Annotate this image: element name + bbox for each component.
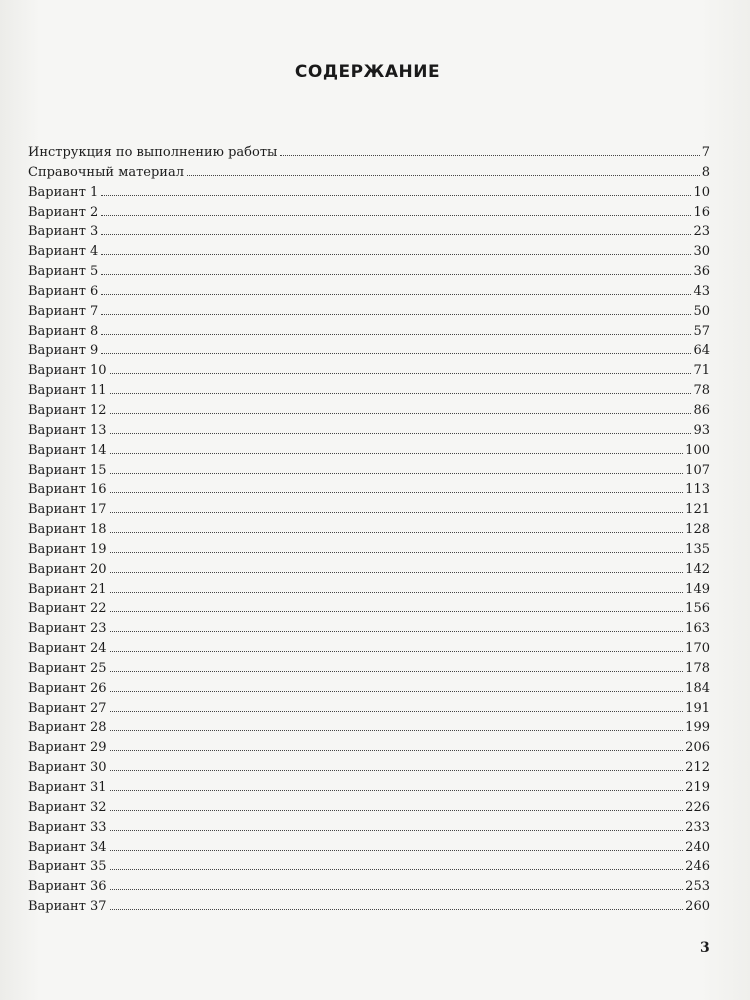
toc-dot-leader xyxy=(110,790,684,791)
toc-entry xyxy=(28,143,710,163)
toc-entry xyxy=(28,441,710,461)
toc-entry-label: Вариант 27 xyxy=(28,700,107,716)
toc-dot-leader xyxy=(110,651,684,652)
toc-entry xyxy=(28,480,710,500)
toc-entry-page: 135 xyxy=(685,541,710,557)
toc-dot-leader xyxy=(110,373,692,374)
toc-entry-label: Вариант 30 xyxy=(28,760,107,776)
toc-dot-leader xyxy=(280,155,699,156)
toc-dot-leader xyxy=(110,631,684,632)
toc-entry-label: Вариант 4 xyxy=(28,244,99,260)
toc-dot-leader xyxy=(110,889,684,890)
toc-entry xyxy=(28,679,710,699)
toc-dot-leader xyxy=(110,830,684,831)
toc-entry-label: Вариант 22 xyxy=(28,601,107,617)
toc-entry-page: 163 xyxy=(685,621,710,637)
toc-dot-leader xyxy=(101,215,691,216)
toc-entry xyxy=(28,639,710,659)
toc-entry xyxy=(28,778,710,798)
toc-entry xyxy=(28,203,710,223)
toc-dot-leader xyxy=(110,909,684,910)
toc-entry-page: 260 xyxy=(685,899,710,915)
toc-entry xyxy=(28,818,710,838)
toc-entry xyxy=(28,540,710,560)
toc-dot-leader xyxy=(187,175,700,176)
toc-entry-page: 30 xyxy=(693,244,710,260)
toc-entry-label: Вариант 31 xyxy=(28,780,107,795)
page-number: 3 xyxy=(700,940,710,956)
toc-dot-leader xyxy=(110,611,684,612)
toc-entry-page: 23 xyxy=(693,224,710,240)
toc-entry xyxy=(28,242,710,262)
toc-entry xyxy=(28,798,710,818)
toc-dot-leader xyxy=(110,492,684,493)
toc-entry xyxy=(28,302,710,322)
toc-entry xyxy=(28,758,710,778)
toc-entry-page: 78 xyxy=(693,383,710,399)
toc-entry-page: 16 xyxy=(693,204,710,220)
page-title: СОДЕРЖАНИЕ xyxy=(294,62,441,82)
toc-entry-page: 233 xyxy=(685,819,710,835)
toc-dot-leader xyxy=(110,671,684,672)
toc-entry xyxy=(28,401,710,421)
toc-entry-page: 184 xyxy=(685,680,710,696)
toc-dot-leader xyxy=(110,473,684,474)
toc-entry-label: Вариант 19 xyxy=(28,541,107,557)
toc-entry-page: 93 xyxy=(693,422,710,438)
toc-entry xyxy=(28,699,710,719)
toc-dot-leader xyxy=(101,353,691,354)
toc-entry-page: 113 xyxy=(685,482,710,498)
toc-dot-leader xyxy=(101,195,691,196)
toc-entry xyxy=(28,381,710,401)
toc-entry-page: 212 xyxy=(685,760,710,776)
toc-entry-page: 71 xyxy=(693,363,710,379)
toc-entry-label: Вариант 8 xyxy=(28,323,99,339)
toc-entry-label: Вариант 15 xyxy=(28,462,107,478)
toc-dot-leader xyxy=(101,274,691,275)
toc-entry-label: Вариант 14 xyxy=(28,442,107,458)
toc-entry xyxy=(28,718,710,738)
toc-entry xyxy=(28,599,710,619)
toc-dot-leader xyxy=(101,234,691,235)
toc-entry-label: Вариант 3 xyxy=(28,224,99,240)
toc-dot-leader xyxy=(110,730,684,731)
toc-entry xyxy=(28,461,710,481)
toc-entry-label: Вариант 34 xyxy=(28,839,107,855)
toc-entry-label: Вариант 9 xyxy=(28,343,99,359)
toc-entry-label: Вариант 29 xyxy=(28,740,107,756)
toc-dot-leader xyxy=(110,750,684,751)
toc-entry-label: Справочный материал xyxy=(28,164,184,180)
toc-entry xyxy=(28,738,710,758)
table-of-contents xyxy=(28,143,710,917)
toc-dot-leader xyxy=(110,393,692,394)
toc-dot-leader xyxy=(110,869,684,870)
toc-dot-leader xyxy=(101,314,691,315)
toc-entry-label: Вариант 21 xyxy=(28,581,107,597)
toc-entry xyxy=(28,877,710,897)
toc-entry-label: Вариант 13 xyxy=(28,422,107,438)
toc-dot-leader xyxy=(110,711,684,712)
toc-entry-page: 64 xyxy=(693,343,710,359)
toc-entry-label: Вариант 24 xyxy=(28,641,107,657)
toc-entry-label: Вариант 20 xyxy=(28,561,107,577)
toc-entry-page: 36 xyxy=(693,264,710,280)
toc-entry xyxy=(28,163,710,183)
toc-dot-leader xyxy=(110,572,684,573)
toc-dot-leader xyxy=(110,691,684,692)
toc-entry-page: 43 xyxy=(693,283,710,299)
toc-dot-leader xyxy=(110,552,684,553)
toc-entry xyxy=(28,262,710,282)
toc-entry-label: Вариант 37 xyxy=(28,899,107,915)
toc-entry-label: Вариант 36 xyxy=(28,879,107,895)
toc-entry-label: Вариант 2 xyxy=(28,204,99,220)
toc-dot-leader xyxy=(110,770,684,771)
toc-entry-page: 253 xyxy=(685,879,710,895)
toc-entry-page: 191 xyxy=(685,700,710,716)
toc-entry xyxy=(28,838,710,858)
toc-entry-label: Вариант 11 xyxy=(28,383,107,399)
toc-dot-leader xyxy=(110,850,684,851)
toc-dot-leader xyxy=(101,254,691,255)
toc-dot-leader xyxy=(110,532,684,533)
toc-entry xyxy=(28,421,710,441)
toc-entry xyxy=(28,857,710,877)
toc-entry-label: Вариант 23 xyxy=(28,621,107,637)
toc-dot-leader xyxy=(110,810,684,811)
toc-entry-page: 226 xyxy=(685,799,710,815)
toc-entry-label: Вариант 33 xyxy=(28,819,107,835)
toc-entry-label: Вариант 12 xyxy=(28,402,107,418)
toc-entry xyxy=(28,560,710,580)
toc-entry-page: 142 xyxy=(685,561,710,577)
toc-dot-leader xyxy=(110,433,692,434)
toc-entry-page: 156 xyxy=(685,601,710,617)
toc-entry-label: Вариант 28 xyxy=(28,720,107,736)
toc-dot-leader xyxy=(101,334,691,335)
toc-dot-leader xyxy=(110,453,684,454)
toc-entry-label: Вариант 10 xyxy=(28,363,107,379)
toc-entry xyxy=(28,322,710,342)
toc-dot-leader xyxy=(110,592,684,593)
toc-entry-page: 149 xyxy=(685,581,710,597)
toc-entry-page: 7 xyxy=(701,145,710,160)
toc-entry xyxy=(28,222,710,242)
toc-entry-label: Вариант 5 xyxy=(28,264,99,280)
toc-entry xyxy=(28,500,710,520)
toc-entry-page: 107 xyxy=(685,462,710,478)
toc-entry-page: 50 xyxy=(693,303,710,319)
toc-entry-label: Вариант 6 xyxy=(28,283,99,299)
toc-entry-page: 246 xyxy=(685,859,710,875)
toc-entry-label: Инструкция по выполнению работы xyxy=(28,145,278,160)
toc-entry-label: Вариант 35 xyxy=(28,859,107,875)
toc-dot-leader xyxy=(110,512,684,513)
toc-entry xyxy=(28,520,710,540)
toc-entry-label: Вариант 26 xyxy=(28,680,107,696)
toc-entry-label: Вариант 25 xyxy=(28,660,107,676)
toc-entry xyxy=(28,659,710,679)
toc-entry-label: Вариант 32 xyxy=(28,799,107,815)
toc-entry xyxy=(28,580,710,600)
toc-entry-page: 8 xyxy=(701,164,710,180)
toc-entry-page: 178 xyxy=(685,660,710,676)
toc-entry-label: Вариант 18 xyxy=(28,522,107,538)
toc-entry-page: 10 xyxy=(693,184,710,200)
toc-entry-page: 86 xyxy=(693,402,710,418)
toc-entry-page: 170 xyxy=(685,641,710,657)
toc-entry xyxy=(28,897,710,917)
toc-entry xyxy=(28,361,710,381)
toc-entry-page: 121 xyxy=(685,502,710,518)
toc-entry-page: 57 xyxy=(693,323,710,339)
toc-entry-label: Вариант 16 xyxy=(28,482,107,498)
toc-entry-page: 219 xyxy=(685,780,710,795)
toc-entry-page: 128 xyxy=(685,522,710,538)
toc-entry xyxy=(28,282,710,302)
toc-entry xyxy=(28,619,710,639)
toc-entry-label: Вариант 17 xyxy=(28,502,107,518)
toc-dot-leader xyxy=(110,413,692,414)
toc-entry-page: 240 xyxy=(685,839,710,855)
toc-entry xyxy=(28,341,710,361)
toc-dot-leader xyxy=(101,294,691,295)
toc-entry-page: 199 xyxy=(685,720,710,736)
toc-entry-label: Вариант 1 xyxy=(28,184,99,200)
toc-entry xyxy=(28,183,710,203)
toc-entry-page: 100 xyxy=(685,442,710,458)
toc-entry-label: Вариант 7 xyxy=(28,303,99,319)
toc-entry-page: 206 xyxy=(685,740,710,756)
